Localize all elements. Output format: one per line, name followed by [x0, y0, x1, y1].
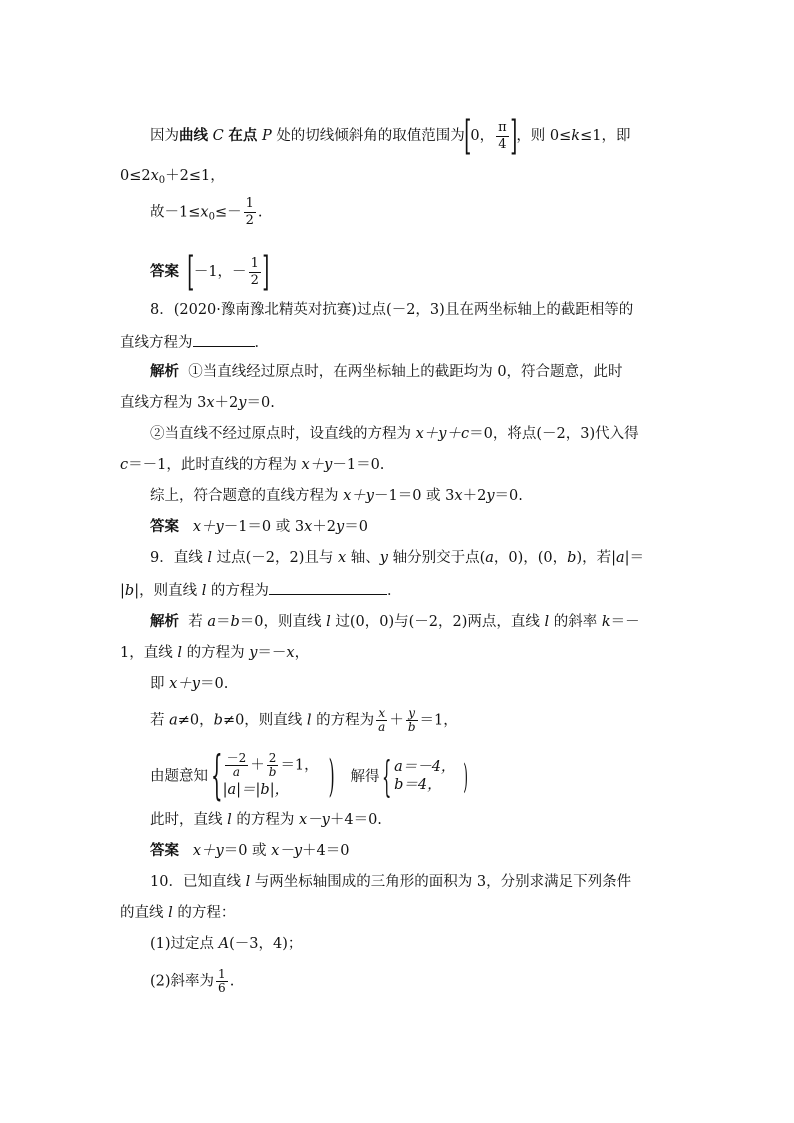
text: 过点(－2，2)且与: [211, 550, 338, 566]
solution-label: 解析: [150, 613, 179, 630]
denominator: 4: [498, 136, 507, 152]
math-var: C: [212, 128, 224, 144]
answer-blank: [269, 579, 387, 595]
text: ＝0，则直线: [239, 614, 327, 630]
text: 的直线: [120, 905, 169, 921]
text: ＋: [389, 712, 404, 729]
text: 1，直线: [120, 645, 178, 661]
right-bracket: ]: [262, 249, 270, 295]
text: 由题意知: [150, 768, 208, 785]
text: ，0)，(0，: [493, 550, 568, 566]
math-expr: x＋y: [301, 457, 333, 473]
subscript: 0: [158, 175, 166, 186]
text: 0≤2: [120, 168, 151, 184]
math-var: l: [207, 550, 212, 566]
text: 因为: [150, 128, 179, 144]
numerator: －2: [226, 751, 247, 765]
text-line: [150, 196, 262, 229]
text: ＋4＝0.: [329, 812, 382, 828]
solution-line: [150, 612, 640, 632]
fraction: [496, 120, 509, 153]
denominator: a: [232, 765, 240, 779]
text: －1＝0.: [332, 457, 385, 473]
math-var: b: [213, 712, 223, 729]
math-var: a: [485, 550, 494, 566]
text: 与两坐标轴围成的三角形的面积为 3，分别求满足下列条件: [250, 874, 632, 890]
fraction: [216, 968, 228, 995]
text: 综上，符合题意的直线方程为: [150, 488, 344, 504]
right-paren: ): [328, 750, 335, 802]
text: ＋2: [312, 519, 337, 535]
solution-line: [120, 455, 384, 475]
text: 直线方程为 3: [120, 395, 207, 411]
text: ＝1，: [280, 757, 319, 774]
text: 过(0，0)与(－2，2)两点，直线: [330, 614, 545, 630]
solution-system: [382, 751, 456, 801]
text: ＝0，将点(－2，3)代入得: [469, 426, 639, 442]
math-var: l: [177, 645, 182, 661]
text: (－3，4)；: [229, 936, 303, 952]
text: ＝0: [344, 519, 368, 535]
math-var: l: [544, 614, 550, 630]
text: ≠0，: [177, 712, 214, 729]
solution-label: 解析: [150, 363, 179, 380]
fraction: [244, 196, 256, 229]
text: ．: [386, 583, 402, 599]
text: ②当直线不经过原点时，设直线的方程为: [150, 426, 416, 442]
denominator: 2: [250, 272, 259, 288]
math-var: b: [124, 583, 135, 599]
solution-line: [120, 393, 275, 413]
fraction: [249, 256, 261, 289]
text: ＝: [215, 614, 231, 630]
text: |: [120, 583, 125, 599]
text: ＋2: [214, 395, 239, 411]
math-var: l: [326, 614, 331, 630]
equation-system: [210, 746, 319, 806]
solution-line: [150, 674, 228, 694]
math-var: l: [168, 905, 173, 921]
answer-line: [150, 841, 349, 861]
text: 在点: [228, 127, 258, 144]
text: －1＝0 或 3: [373, 488, 455, 504]
text: )，若|: [576, 550, 616, 566]
math-var: k: [571, 128, 581, 144]
text: 若: [188, 614, 208, 630]
answer-label: 答案: [150, 518, 179, 535]
equation-row: [394, 776, 455, 794]
text: ≤－: [214, 204, 242, 221]
numerator: y: [406, 707, 418, 721]
question-line: [150, 872, 631, 892]
math-var: x: [454, 488, 463, 504]
text: 8．(2020·豫南豫北精英对抗赛)过点(－2，3)且在两坐标轴上的截距相等的: [150, 302, 634, 318]
fraction: [267, 752, 279, 779]
text: 此时，直线: [150, 812, 228, 828]
text: |＝: [624, 550, 645, 566]
text: 的方程为: [311, 712, 375, 729]
text: ＋4＝0: [302, 843, 350, 859]
math-var: a: [207, 614, 216, 630]
math-expr: a＝－4，: [394, 758, 456, 775]
math-var: y: [249, 645, 258, 661]
math-var: y: [379, 550, 388, 566]
math-expr: x－y: [271, 843, 303, 859]
text: (2)斜率为: [150, 973, 215, 990]
math-var: l: [201, 583, 207, 599]
math-var: y: [336, 519, 345, 535]
numerator: 1: [218, 967, 226, 981]
math-var: x: [200, 204, 209, 221]
math-var: l: [227, 812, 232, 828]
answer-label: 答案: [150, 842, 179, 859]
left-brace: {: [210, 746, 223, 806]
math-expr: x＋y: [343, 488, 374, 504]
fraction: [376, 707, 387, 734]
math-expr: x－y: [298, 812, 330, 828]
equation-row: [223, 752, 319, 779]
math-var: x: [286, 645, 295, 661]
text: ＝0.: [199, 676, 229, 692]
answer-line: [150, 249, 270, 295]
math-var: b: [567, 550, 577, 566]
left-bracket: [: [464, 113, 472, 159]
text: －1，－: [193, 264, 247, 280]
text: 的方程为: [231, 812, 299, 828]
math-var: x: [304, 519, 313, 535]
question-line: [150, 548, 644, 568]
text: －1＝0 或 3: [223, 519, 305, 535]
math-var: P: [261, 128, 272, 144]
math-expr: x＋y: [192, 519, 224, 535]
math-expr: x＋y: [192, 843, 224, 859]
text: 轴、: [346, 550, 380, 566]
math-var: x: [206, 395, 215, 411]
question-line: [120, 331, 269, 353]
text-line: [120, 166, 225, 186]
math-var: b: [230, 614, 240, 630]
text: ＋: [250, 757, 265, 774]
fraction: [225, 752, 249, 779]
text: 0，: [470, 128, 495, 144]
text: 的方程为: [181, 645, 250, 661]
text: ＝－: [610, 614, 640, 630]
math-var: y: [238, 395, 247, 411]
math-expr: x＋y: [169, 676, 200, 692]
text: .: [229, 973, 235, 990]
text: ＋2: [462, 488, 487, 504]
answer-blank: [193, 331, 255, 347]
question-line: [150, 300, 633, 320]
text: 9．直线: [150, 550, 208, 566]
right-paren: ): [463, 756, 469, 797]
text: 的方程为: [206, 583, 269, 599]
solution-line: [120, 643, 309, 663]
numerator: 1: [250, 255, 259, 271]
math-var: k: [601, 614, 611, 630]
denominator: 2: [245, 213, 254, 228]
denominator: a: [378, 720, 386, 734]
text: 直线方程为: [120, 335, 193, 351]
answer-line: [150, 517, 368, 537]
text: ＝0 或: [223, 843, 272, 859]
subscript: 0: [208, 211, 215, 223]
equation-row: [394, 758, 455, 776]
math-var: x: [150, 168, 159, 184]
text: 故－1≤: [150, 204, 201, 221]
math-var: l: [306, 712, 312, 729]
text: ．: [254, 335, 269, 351]
text: 的斜率: [549, 614, 602, 630]
numerator: π: [498, 119, 507, 135]
text: ＝0.: [494, 488, 523, 504]
text: ＋2≤1，: [165, 168, 225, 184]
math-expr: |a|＝|b|，: [222, 782, 290, 798]
question-line: [150, 968, 234, 995]
solution-line: [150, 707, 458, 734]
solution-line: [150, 486, 523, 506]
question-line: [120, 579, 401, 601]
text: ，: [294, 645, 310, 661]
text: 10．已知直线: [150, 874, 246, 890]
text: ①当直线经过原点时，在两坐标轴上的截距均为 0，符合题意，此时: [188, 364, 623, 380]
denominator: b: [268, 765, 277, 779]
solution-line: [150, 362, 623, 382]
denominator: 6: [218, 981, 226, 995]
math-var: A: [218, 936, 230, 952]
solution-line: [150, 746, 473, 806]
numerator: x: [376, 707, 387, 721]
text: ，则 0≤: [516, 128, 572, 144]
text: (1)过定点: [150, 936, 219, 952]
left-brace: {: [382, 751, 392, 801]
question-line: [150, 934, 302, 954]
text: .: [257, 204, 263, 221]
text: 即: [150, 676, 170, 692]
fraction: [406, 707, 418, 734]
math-var: a: [169, 712, 178, 729]
math-var: c: [120, 457, 129, 473]
solution-line: [150, 810, 382, 830]
denominator: b: [407, 720, 416, 734]
question-line: [120, 903, 235, 923]
equation-row: [223, 779, 319, 801]
text: |，则直线: [134, 583, 202, 599]
math-var: y: [486, 488, 495, 504]
math-var: l: [245, 874, 251, 890]
math-var: x: [337, 550, 347, 566]
text: ≤1，即: [580, 128, 631, 144]
text: ＝－1，此时直线的方程为: [128, 457, 302, 473]
text: ＝0.: [246, 395, 275, 411]
solution-line: [150, 424, 639, 444]
answer-label: 答案: [150, 263, 179, 280]
text: 若: [150, 712, 170, 729]
right-bracket: ]: [509, 113, 518, 159]
math-expr: x＋y＋c: [415, 426, 470, 442]
numerator: 2: [267, 752, 279, 766]
text: ＝－: [257, 645, 287, 661]
text: 曲线: [179, 127, 208, 144]
text: 处的切线倾斜角的取值范围为: [276, 128, 465, 144]
text: ＝1，: [419, 712, 458, 729]
text: 轴分别交于点(: [387, 550, 486, 566]
math-expr: b＝4，: [394, 776, 442, 793]
numerator: 1: [245, 196, 254, 211]
math-var: a: [616, 550, 625, 566]
text: 解得: [350, 768, 380, 785]
text-line: [150, 113, 631, 159]
left-bracket: [: [187, 249, 195, 295]
text: 的方程：: [172, 905, 236, 921]
text: ≠0，则直线: [222, 712, 307, 729]
